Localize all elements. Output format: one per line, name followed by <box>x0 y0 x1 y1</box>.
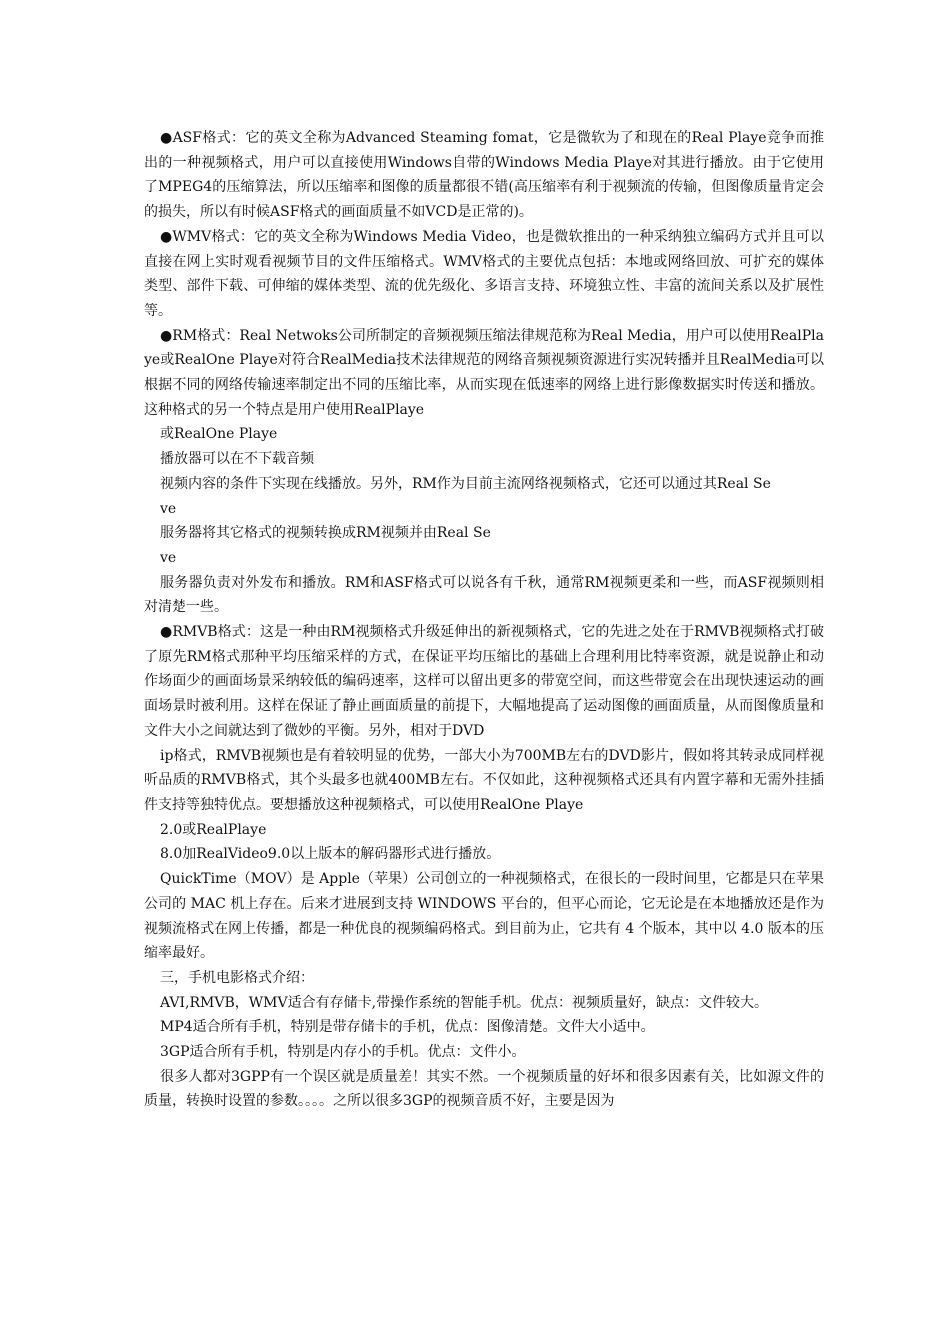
paragraph-asf: ●ASF格式：它的英文全称为Advanced Steaming fomat，它是微软为了和现在的Real Playe竞争而推出的一种视频格式，用户可以直接使用Windows自带的Windows Media Playe对其进行播放。由于它使用了MPEG4的压缩算法，所以压缩率和图像的质量都很不错(高压缩率有利于视频流的传输，但图像质量肯定会的损失，所以有时候ASF格式的画面质量不如VCD是正常的)。 <box>144 130 824 221</box>
paragraph-rm-asf-comparison: 服务器负责对外发布和播放。RM和ASF格式可以说各有千秋，通常RM视频更柔和一些，而ASF视频则相对清楚一些。 <box>144 574 824 616</box>
document-body <box>144 126 824 1114</box>
paragraph-rmvb-player-2: 8.0加RealVideo9.0以上版本的解码器形式进行播放。 <box>160 846 501 863</box>
paragraph-3gp: 3GP适合所有手机，特别是内存小的手机。优点：文件小。 <box>160 1044 526 1061</box>
paragraph-rm: ●RM格式：Real Netwoks公司所制定的音频视频压缩法律规范称为Real Media，用户可以使用RealPlaye或RealOne Playe对符合RealMedia技术法律规范的网络音频视频资源进行实况转播并且RealMedia可以根据不同的网络传输速率制定出不同的压缩比率，从而实现在低速率的网络上进行影像数据实时传送和播放。这种格式的另一个特点是用户使用RealPlaye <box>144 327 824 418</box>
paragraph-rm-fragment-3: 视频内容的条件下实现在线播放。另外，RM作为目前主流网络视频格式，它还可以通过其Real Se <box>160 475 771 492</box>
paragraph-avi-rmvb-wmv: AVI,RMVB，WMV适合有存储卡,带操作系统的智能手机。优点：视频质量好，缺点：文件较大。 <box>160 994 769 1011</box>
paragraph-rmvb: ●RMVB格式：这是一种由RM视频格式升级延伸出的新视频格式，它的先进之处在于RMVB视频格式打破了原先RM格式那种平均压缩采样的方式，在保证平均压缩比的基础上合理利用比特率资源，就是说静止和动作场面少的画面场景采纳较低的编码速率，这样可以留出更多的带宽空间，而这些带宽会在出现快速运动的画面场景时被利用。这样在保证了静止画面质量的前提下，大幅地提高了运动图像的画面质量，从而图像质量和文件大小之间就达到了微妙的平衡。另外，相对于DVD <box>144 624 824 739</box>
paragraph-mp4: MP4适合所有手机，特别是带存储卡的手机，优点：图像清楚。文件大小适中。 <box>160 1019 655 1036</box>
paragraph-rm-fragment-1: 或RealOne Playe <box>160 426 278 443</box>
paragraph-wmv: ●WMV格式：它的英文全称为Windows Media Video，也是微软推出的一种采纳独立编码方式并且可以直接在网上实时观看视频节目的文件压缩格式。WMV格式的主要优点包括：本地或网络回放、可扩充的媒体类型、部件下载、可伸缩的媒体类型、流的优先级化、多语言支持、环境独立性、丰富的流间关系以及扩展性等。 <box>144 228 824 319</box>
paragraph-quicktime: QuickTime（MOV）是 Apple（苹果）公司创立的一种视频格式，在很长的一段时间里，它都是只在苹果公司的 MAC 机上存在。后来才进展到支持 WINDOWS 平台的，但平心而论，它无论是在本地播放还是作为视频流格式在网上传播，都是一种优良的视频编码格式。到目前为止，它共有 4 个版本，其中以 4.0 版本的压缩率最好。 <box>144 871 824 962</box>
paragraph-rm-fragment-4: ve <box>160 500 177 517</box>
paragraph-rm-fragment-2: 播放器可以在不下载音频 <box>160 451 314 468</box>
paragraph-rmvb-player-1: 2.0或RealPlaye <box>160 821 267 838</box>
paragraph-3gpp-misconception: 很多人都对3GPP有一个误区就是质量差！其实不然。一个视频质量的好坏和很多因素有关，比如源文件的质量，转换时设置的参数。。。。之所以很多3GP的视频音质不好，主要是因为 <box>144 1068 824 1110</box>
paragraph-rmvb-comparison: ip格式，RMVB视频也是有着较明显的优势，一部大小为700MB左右的DVD影片，假如将其转录成同样视听品质的RMVB格式，其个头最多也就400MB左右。不仅如此，这种视频格式还具有内置字幕和无需外挂插件支持等独特优点。要想播放这种视频格式，可以使用RealOne Playe <box>144 747 824 813</box>
section-heading-mobile-formats: 三，手机电影格式介绍： <box>160 969 314 986</box>
paragraph-rm-fragment-6: ve <box>160 549 177 566</box>
paragraph-rm-fragment-5: 服务器将其它格式的视频转换成RM视频并由Real Se <box>160 525 491 542</box>
